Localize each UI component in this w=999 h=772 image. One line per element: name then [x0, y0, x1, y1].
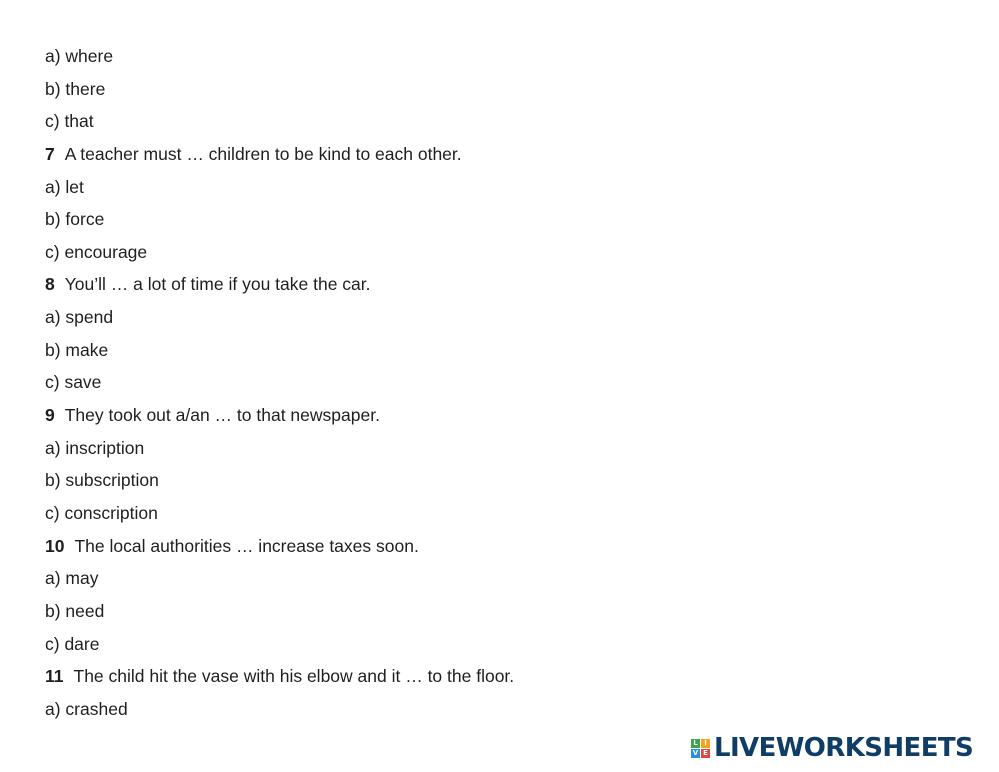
question-number: 10: [45, 535, 65, 556]
question-line: [45, 660, 945, 693]
question-line: [45, 138, 945, 171]
question-number: 9: [45, 405, 55, 426]
option-line: [45, 40, 945, 73]
option-line: [45, 464, 945, 497]
line-text: c) save: [45, 372, 102, 393]
option-line: [45, 693, 945, 726]
logo-mark-e: E: [701, 749, 710, 758]
logo-mark-l: L: [691, 739, 700, 748]
logo-mark-icon: [691, 739, 710, 758]
line-text: c) dare: [45, 633, 100, 654]
option-line: [45, 236, 945, 269]
option-line: [45, 73, 945, 106]
line-text: b) make: [45, 339, 109, 360]
worksheet-questions: [45, 40, 945, 725]
line-text: a) let: [45, 176, 84, 197]
option-line: [45, 432, 945, 465]
question-number: 8: [45, 274, 55, 295]
option-line: [45, 595, 945, 628]
logo-text: LIVEWORKSHEETS: [714, 733, 974, 763]
line-text: a) spend: [45, 307, 114, 328]
option-line: [45, 497, 945, 530]
option-line: [45, 334, 945, 367]
option-line: [45, 562, 945, 595]
option-line: [45, 366, 945, 399]
question-line: [45, 268, 945, 301]
line-text: a) crashed: [45, 698, 128, 719]
question-text: A teacher must … children to be kind to each other.: [64, 143, 462, 164]
question-number: 7: [45, 143, 55, 164]
option-line: [45, 105, 945, 138]
line-text: b) need: [45, 600, 105, 621]
option-line: [45, 171, 945, 204]
question-text: The child hit the vase with his elbow and it … to the floor.: [73, 666, 515, 687]
line-text: c) conscription: [45, 502, 158, 523]
line-text: c) that: [45, 111, 94, 132]
question-line: [45, 399, 945, 432]
line-text: b) there: [45, 78, 106, 99]
liveworksheets-logo: [691, 733, 973, 763]
option-line: [45, 203, 945, 236]
line-text: a) where: [45, 46, 114, 66]
line-text: c) encourage: [45, 241, 148, 262]
logo-mark-v: V: [692, 748, 699, 757]
question-text: They took out a/an … to that newspaper.: [64, 405, 380, 426]
logo-mark-i: I: [701, 739, 710, 748]
question-text: You’ll … a lot of time if you take the car.: [64, 274, 371, 295]
question-line: [45, 530, 945, 563]
option-line: [45, 301, 945, 334]
line-text: a) inscription: [45, 437, 145, 458]
line-text: a) may: [45, 568, 99, 589]
option-line: [45, 628, 945, 661]
line-text: b) force: [45, 209, 105, 230]
line-text: b) subscription: [45, 470, 159, 491]
question-number: 11: [45, 666, 64, 687]
question-text: The local authorities … increase taxes soon.: [74, 535, 419, 556]
